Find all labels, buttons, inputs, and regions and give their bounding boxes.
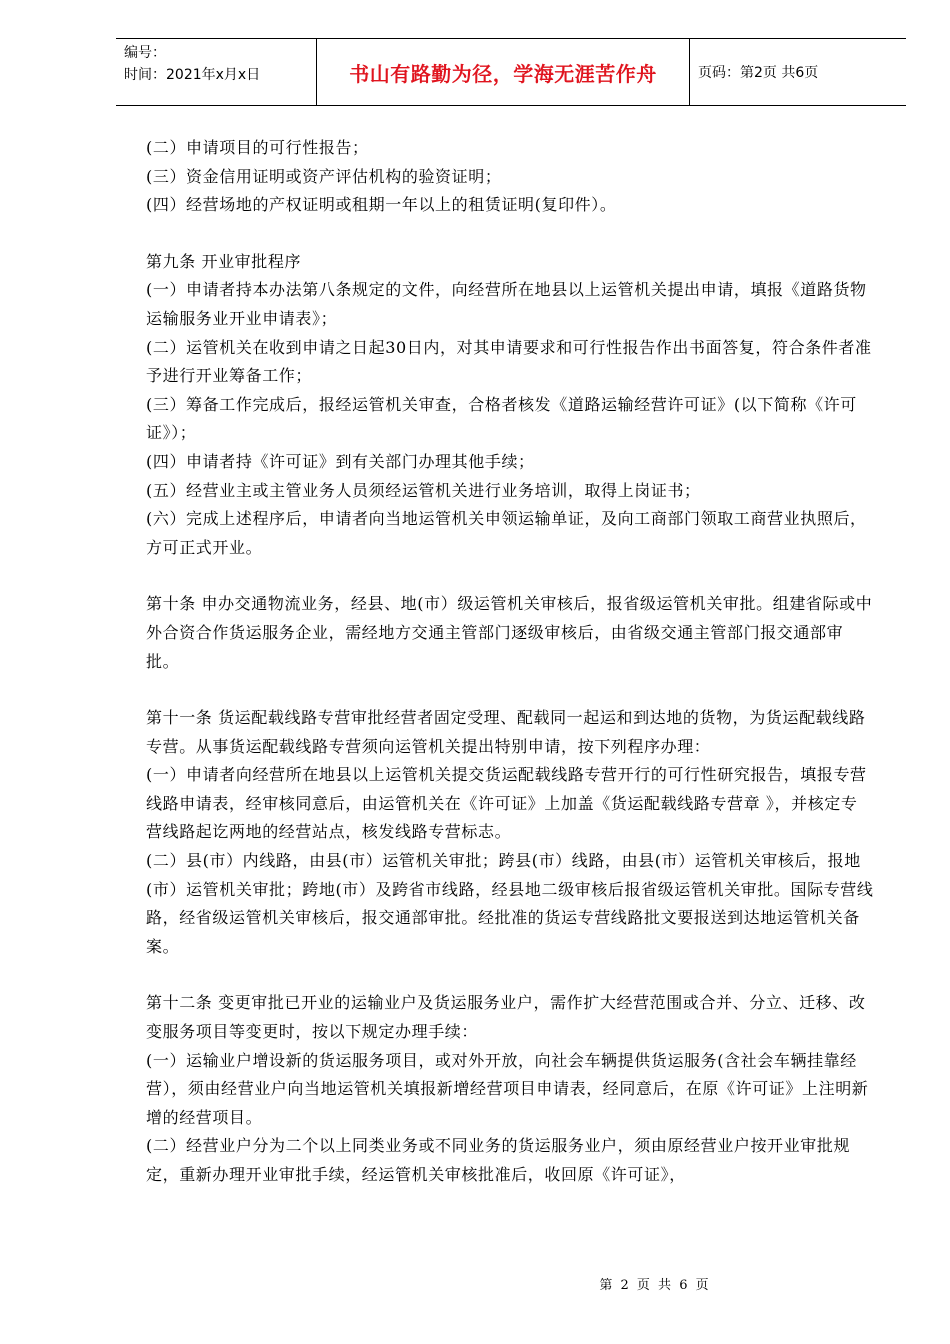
body-paragraph: 第十一条 货运配载线路专营审批经营者固定受理、配载同一起运和到达地的货物，为货运配载线路专营。从事货运配载线路专营须向运管机关提出特别申请，按下列程序办理： xyxy=(146,708,866,756)
body-paragraph: (二）申请项目的可行性报告； xyxy=(146,138,369,157)
body-paragraph: (五）经营业主或主管业务人员须经运管机关进行业务培训，取得上岗证书； xyxy=(146,480,701,500)
time-label: 时间：2021年x月x日 xyxy=(124,67,261,83)
page-footer: 第 2 页 共 6 页 xyxy=(599,1278,711,1293)
header-motto: 书山有路勤为径，学海无涯苦作舟 xyxy=(316,39,690,105)
section-gap xyxy=(146,961,874,989)
body-paragraph: (一）申请者持本办法第八条规定的文件，向经营所在地县以上运管机关提出申请，填报《道路货物运输服务业开业申请表》； xyxy=(146,280,867,328)
body-paragraph: (一）申请者向经营所在地县以上运管机关提交货运配载线路专营开行的可行性研究报告，填报专营线路申请表，经审核同意后，由运管机关在《许可证》上加盖《货运配载线路专营章 》，并核定专营线路起讫两地的经营站点，核发线路专营标志。 xyxy=(146,765,867,842)
body-paragraph: (四）申请者持《许可证》到有关部门办理其他手续； xyxy=(146,451,535,471)
body-paragraph: 第十二条 变更审批已开业的运输业户及货运服务业户，需作扩大经营范围或合并、分立、迁移、改变服务项目等变更时，按以下规定办理手续： xyxy=(146,993,866,1042)
body-paragraph: 第九条 开业审批程序 xyxy=(146,251,302,271)
section-gap xyxy=(146,220,874,248)
header-meta xyxy=(116,39,316,105)
body-paragraph: (一）运输业户增设新的货运服务项目，或对外开放，向社会车辆提供货运服务(含社会车辆挂靠经营），须由经营业户向当地运管机关填报新增经营项目申请表，经同意后，在原《许可证》上注明新增的经营项目。 xyxy=(146,1050,869,1127)
body-paragraph: (二）县(市）内线路，由县(市）运管机关审批；跨县(市）线路，由县(市）运管机关审核后，报地(市）运管机关审批；跨地(市）及跨省市线路，经县地二级审核后报省级运管机关审批。国际专营线路，经省级运管机关审核后，报交通部审批。经批准的货运专营线路批文要报送到达地运管机关备案。 xyxy=(146,851,874,956)
document-body xyxy=(146,134,874,1190)
section-gap xyxy=(146,562,874,590)
section-gap xyxy=(146,676,874,704)
body-paragraph: (四）经营场地的产权证明或租期一年以上的租赁证明(复印件）。 xyxy=(146,195,617,215)
body-paragraph: (六）完成上述程序后，申请者向当地运管机关申领运输单证，及向工商部门领取工商营业执照后，方可正式开业。 xyxy=(146,509,867,557)
body-paragraph: 第十条 申办交通物流业务，经县、地(市）级运管机关审核后，报省级运管机关审批。组建省际或中外合资合作货运服务企业，需经地方交通主管部门逐级审核后，由省级交通主管部门报交通部审批。 xyxy=(146,594,873,671)
body-paragraph: (二）运管机关在收到申请之日起30日内，对其申请要求和可行性报告作出书面答复，符合条件者准予进行开业筹备工作； xyxy=(146,337,872,386)
body-paragraph: (三）资金信用证明或资产评估机构的验资证明； xyxy=(146,166,502,186)
header-page-label: 页码：第2页 共6页 xyxy=(698,65,819,81)
body-paragraph: (二）经营业户分为二个以上同类业务或不同业务的货运服务业户，须由原经营业户按开业审批规定，重新办理开业审批手续，经运管机关审核批准后，收回原《许可证》， xyxy=(146,1136,851,1184)
number-label: 编号： xyxy=(124,45,166,61)
page-header xyxy=(116,38,906,106)
body-paragraph: (三）筹备工作完成后，报经运管机关审查，合格者核发《道路运输经营许可证》(以下简称《许可证》）； xyxy=(146,394,857,443)
